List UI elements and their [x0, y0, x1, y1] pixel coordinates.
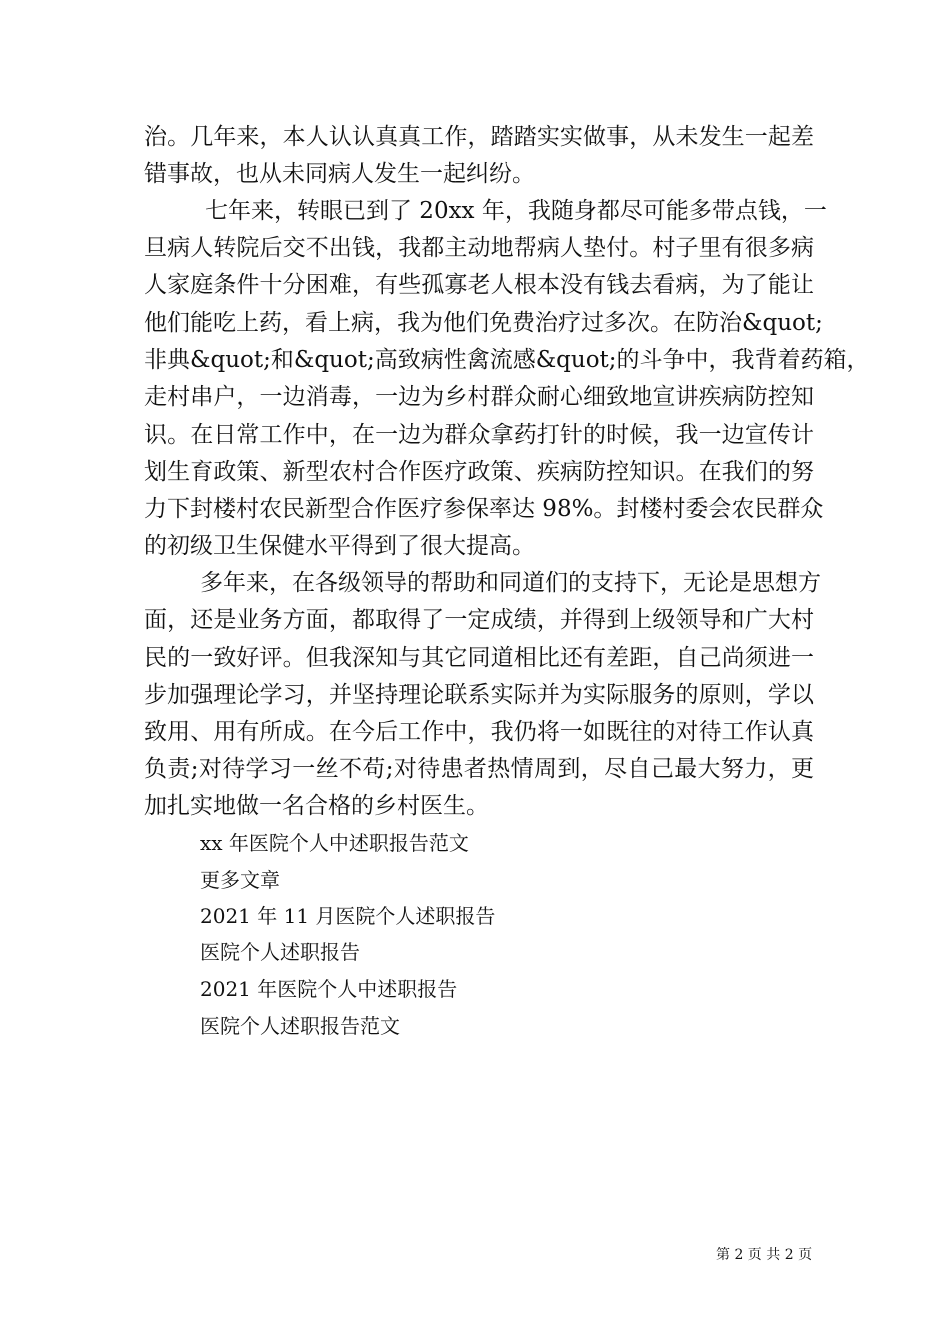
paragraph-2-line-5: 非典&quot;和&quot;高致病性禽流感&quot;的斗争中，我背着药箱， — [144, 347, 870, 373]
paragraph-2-line-9: 力下封楼村农民新型合作医疗参保率达 98%。封楼村委会农民群众 — [144, 496, 824, 522]
paragraph-1-line-1: 治。几年来，本人认认真真工作，踏踏实实做事，从未发生一起差 — [144, 124, 814, 150]
paragraph-3-line-6: 负责;对待学习一丝不苟;对待患者热情周到，尽自己最大努力，更 — [144, 756, 814, 782]
paragraph-3-line-7: 加扎实地做一名合格的乡村医生。 — [144, 793, 489, 819]
paragraph-3-line-3: 民的一致好评。但我深知与其它同道相比还有差距，自己尚须进一 — [144, 645, 814, 671]
related-article-link[interactable]: 2021 年医院个人中述职报告 — [200, 977, 458, 1001]
page-number: 第 2 页 共 2 页 — [716, 1247, 813, 1263]
related-article-link[interactable]: 医院个人述职报告 — [200, 940, 360, 964]
related-article-link[interactable]: xx 年医院个人中述职报告范文 — [200, 831, 469, 855]
paragraph-1-line-2: 错事故，也从未同病人发生一起纠纷。 — [144, 161, 535, 187]
paragraph-2-line-7: 识。在日常工作中，在一边为群众拿药打针的时候，我一边宣传计 — [144, 422, 814, 448]
paragraph-2-line-8: 划生育政策、新型农村合作医疗政策、疾病防控知识。在我们的努 — [144, 459, 814, 485]
related-article-link[interactable]: 2021 年 11 月医院个人述职报告 — [200, 904, 496, 928]
paragraph-3-line-5: 致用、用有所成。在今后工作中，我仍将一如既往的对待工作认真 — [144, 719, 814, 745]
paragraph-3-line-2: 面，还是业务方面，都取得了一定成绩，并得到上级领导和广大村 — [144, 607, 814, 633]
more-articles-heading: 更多文章 — [200, 868, 280, 892]
paragraph-2-line-3: 人家庭条件十分困难，有些孤寡老人根本没有钱去看病，为了能让 — [144, 272, 814, 298]
related-article-link[interactable]: 医院个人述职报告范文 — [200, 1014, 400, 1038]
paragraph-2-line-1: 七年来，转眼已到了 20xx 年，我随身都尽可能多带点钱，一 — [205, 198, 827, 224]
paragraph-2-line-4: 他们能吃上药，看上病，我为他们免费治疗过多次。在防治&quot; — [144, 310, 823, 336]
paragraph-3-line-1: 多年来，在各级领导的帮助和同道们的支持下，无论是思想方 — [200, 570, 821, 596]
paragraph-3-line-4: 步加强理论学习，并坚持理论联系实际并为实际服务的原则，学以 — [144, 682, 814, 708]
paragraph-2-line-10: 的初级卫生保健水平得到了很大提高。 — [144, 533, 535, 559]
paragraph-2-line-2: 旦病人转院后交不出钱，我都主动地帮病人垫付。村子里有很多病 — [144, 235, 814, 261]
paragraph-2-line-6: 走村串户，一边消毒，一边为乡村群众耐心细致地宣讲疾病防控知 — [144, 384, 814, 410]
